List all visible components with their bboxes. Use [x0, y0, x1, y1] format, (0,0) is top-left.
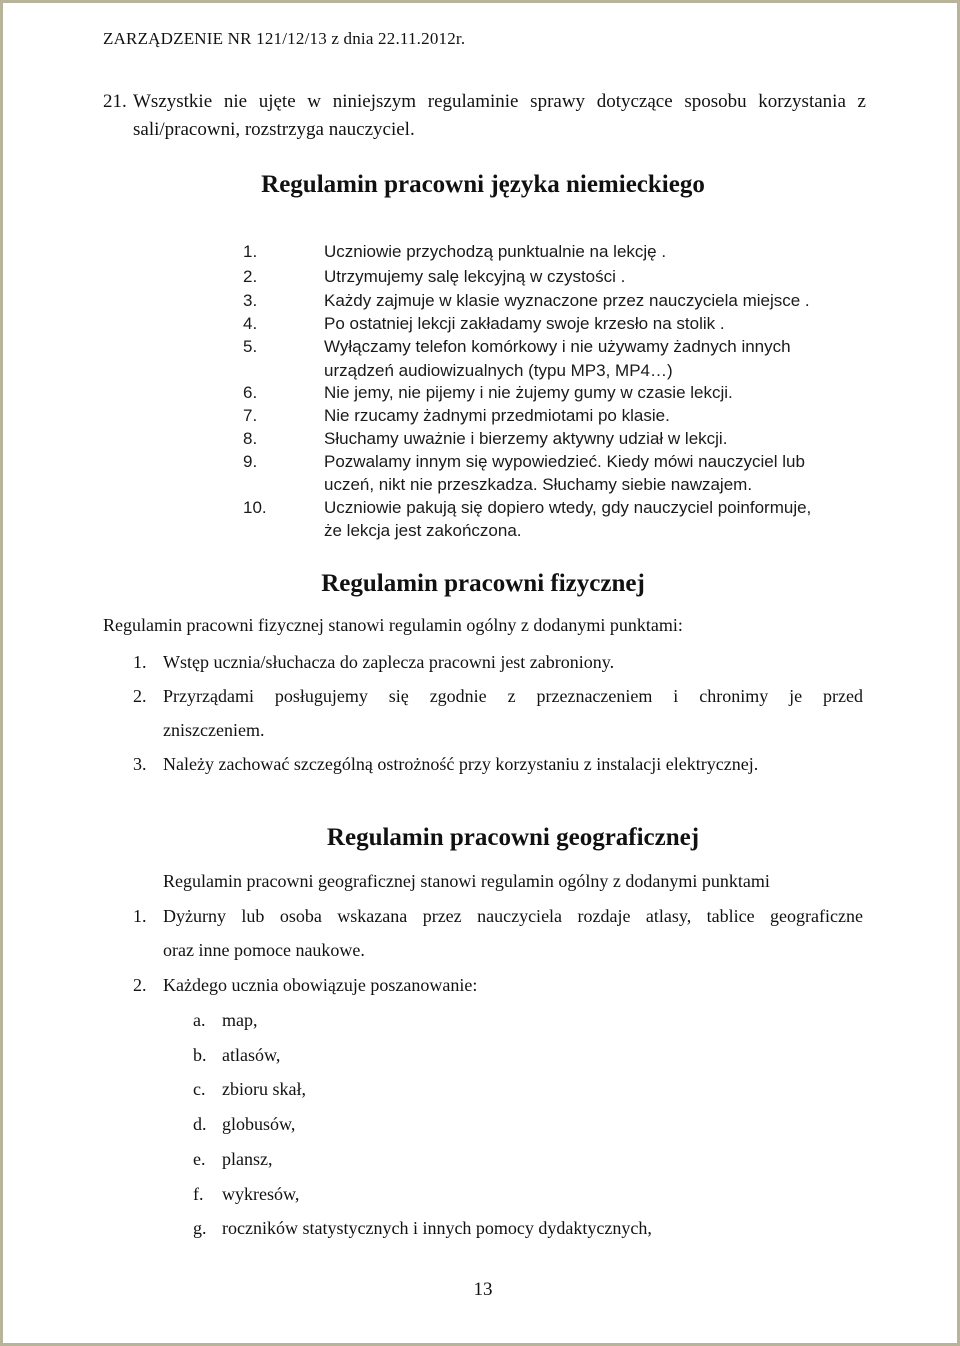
list-number: 10. [243, 498, 267, 517]
geography-intro: Regulamin pracowni geograficznej stanowi regulamin ogólny z dodanymi punktami [163, 871, 770, 891]
sublist-item: zbioru skał, [222, 1079, 306, 1099]
sublist-letter: e. [193, 1149, 206, 1169]
list-item: Dyżurny lub osoba wskazana przez nauczyciela rozdaje atlasy, tablice geograficzne [163, 906, 863, 926]
list-item: Nie rzucamy żadnymi przedmiotami po klasie. [324, 406, 670, 425]
list-number: 6. [243, 383, 258, 402]
physics-intro: Regulamin pracowni fizycznej stanowi regulamin ogólny z dodanymi punktami: [103, 615, 683, 635]
list-number: 2. [243, 267, 258, 286]
list-item-continuation: że lekcja jest zakończona. [324, 521, 522, 540]
list-item: Należy zachować szczególną ostrożność przy korzystaniu z instalacji elektrycznej. [163, 754, 759, 774]
sublist-item: map, [222, 1010, 258, 1030]
physics-rules-title: Regulamin pracowni fizycznej [321, 570, 645, 597]
list-number: 1. [133, 906, 147, 926]
list-item: Uczniowie przychodzą punktualnie na lekcję . [324, 242, 667, 261]
geography-rules-title: Regulamin pracowni geograficznej [326, 824, 700, 851]
list-item: Po ostatniej lekcji zakładamy swoje krzesło na stolik . [324, 314, 725, 333]
sublist-item: wykresów, [222, 1184, 300, 1204]
sublist-letter: f. [193, 1184, 204, 1204]
sublist-item: plansz, [222, 1149, 273, 1169]
list-item: Utrzymujemy salę lekcyjną w czystości . [324, 267, 626, 286]
list-item: Uczniowie pakują się dopiero wtedy, gdy nauczyciel poinformuje, [324, 498, 812, 517]
list-item: Wyłączamy telefon komórkowy i nie używamy żadnych innych [324, 337, 791, 356]
list-number: 9. [243, 452, 258, 471]
list-number: 1. [243, 242, 258, 261]
sublist-letter: c. [193, 1079, 206, 1099]
list-number: 3. [243, 291, 258, 310]
point-21-number: 21. [103, 91, 127, 112]
list-number: 4. [243, 314, 258, 333]
document-header: ZARZĄDZENIE NR 121/12/13 z dnia 22.11.2012r. [103, 29, 466, 48]
point-21-text-line-2: sali/pracowni, rozstrzyga nauczyciel. [133, 119, 415, 140]
point-21-text-line-1: Wszystkie nie ujęte w niniejszym regulaminie sprawy dotyczące sposobu korzystania z [133, 91, 866, 112]
list-number: 7. [243, 406, 258, 425]
sublist-letter: b. [193, 1045, 207, 1065]
sublist-letter: d. [193, 1114, 207, 1134]
list-item: Pozwalamy innym się wypowiedzieć. Kiedy mówi nauczyciel lub [324, 452, 805, 471]
list-item: Nie jemy, nie pijemy i nie żujemy gumy w czasie lekcji. [324, 383, 733, 402]
list-item-continuation: zniszczeniem. [163, 720, 265, 740]
list-item: Przyrządami posługujemy się zgodnie z przeznaczeniem i chronimy je przed [163, 686, 863, 706]
list-item: Każdego ucznia obowiązuje poszanowanie: [163, 975, 478, 995]
list-number: 2. [133, 975, 147, 995]
list-item-continuation: urządzeń audiowizualnych (typu MP3, MP4…) [324, 361, 673, 380]
page-number: 13 [473, 1279, 493, 1300]
list-item-continuation: uczeń, nikt nie przeszkadza. Słuchamy siebie nawzajem. [324, 475, 753, 494]
list-number: 1. [133, 652, 147, 672]
sublist-item: roczników statystycznych i innych pomocy dydaktycznych, [222, 1218, 652, 1238]
sublist-letter: g. [193, 1218, 207, 1238]
list-number: 3. [133, 754, 147, 774]
list-item-continuation: oraz inne pomoce naukowe. [163, 940, 365, 960]
list-number: 8. [243, 429, 258, 448]
list-item: Wstęp ucznia/słuchacza do zaplecza pracowni jest zabroniony. [163, 652, 615, 672]
sublist-item: globusów, [222, 1114, 296, 1134]
list-number: 5. [243, 337, 258, 356]
list-item: Słuchamy uważnie i bierzemy aktywny udział w lekcji. [324, 429, 728, 448]
list-item: Każdy zajmuje w klasie wyznaczone przez nauczyciela miejsce . [324, 291, 810, 310]
sublist-item: atlasów, [222, 1045, 281, 1065]
list-number: 2. [133, 686, 147, 706]
sublist-letter: a. [193, 1010, 206, 1030]
german-rules-title: Regulamin pracowni języka niemieckiego [261, 171, 705, 198]
